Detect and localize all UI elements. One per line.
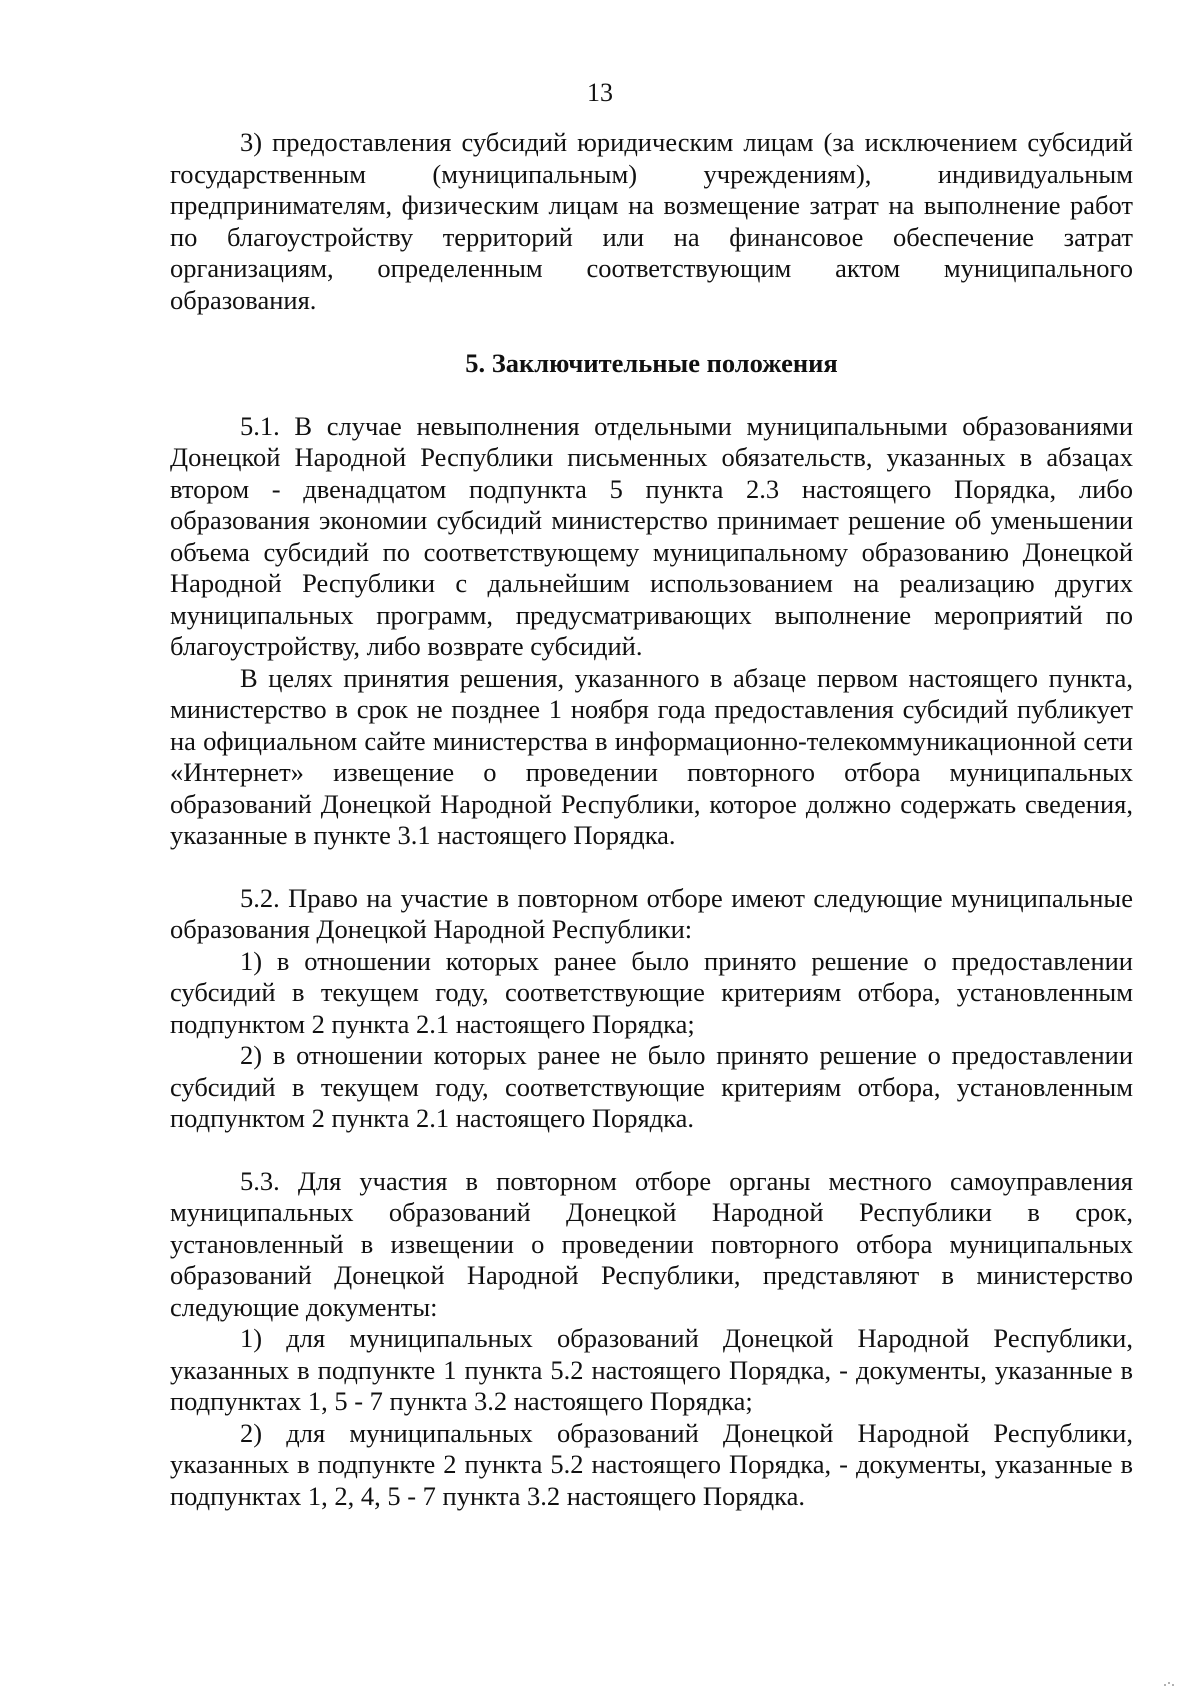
paragraph-5-1: 5.1. В случае невыполнения отдельными муниципальными образованиями Донецкой Народной Республики письменных обязательств, указанных в абзацах втором - двенадцатом подпункта 5 пункта 2.3 настоящего Порядка, либо образования экономии субсидий министерство принимает решение об уменьшении объема субсидий по соответствующему муниципальному образованию Донецкой Народной Республики с дальнейшим использованием на реализацию других муниципальных программ, предусматривающих выполнение мероприятий по благоустройству, либо возврате субсидий. xyxy=(170,410,1133,661)
page-number: 13 xyxy=(587,78,613,107)
section-heading: 5. Заключительные положения xyxy=(465,348,838,378)
paragraph-5-2: 5.2. Право на участие в повторном отборе имеют следующие муниципальные образования Донецкой Народной Республики: xyxy=(170,882,1133,944)
paragraph-5-3-item-2: 2) для муниципальных образований Донецкой Народной Республики, указанных в подпункте 2 пункта 5.2 настоящего Порядка, - документы, указанные в подпунктах 1, 2, 4, 5 - 7 пункта 3.2 настоящего Порядка. xyxy=(170,1417,1133,1511)
scan-corner-mark xyxy=(1162,1678,1176,1688)
paragraph-5-3-item-1: 1) для муниципальных образований Донецкой Народной Республики, указанных в подпункте 1 пункта 5.2 настоящего Порядка, - документы, указанные в подпунктах 1, 5 - 7 пункта 3.2 настоящего Порядка; xyxy=(170,1323,1133,1416)
paragraph-5-3: 5.3. Для участия в повторном отборе органы местного самоуправления муниципальных образований Донецкой Народной Республики в срок, установленный в извещении о проведении повторного отбора муниципальных образований Донецкой Народной Республики, представляют в министерство следующие документы: xyxy=(170,1165,1133,1322)
paragraph-5-1-second: В целях принятия решения, указанного в абзаце первом настоящего пункта, министерство в срок не позднее 1 ноября года предоставления субсидий публикует на официальном сайте министерства в информационно-телекоммуникационной сети «Интернет» извещение о проведении повторного отбора муниципальных образований Донецкой Народной Республики, которое должно содержать сведения, указанные в пункте 3.1 настоящего Порядка. xyxy=(170,662,1133,850)
paragraph-5-2-item-1: 1) в отношении которых ранее было принято решение о предоставлении субсидий в текущем году, соответствующие критериям отбора, установленным подпунктом 2 пункта 2.1 настоящего Порядка; xyxy=(170,945,1133,1039)
document-body xyxy=(170,127,1133,1512)
scan-artifact-icon xyxy=(1162,1678,1176,1688)
paragraph-subsidy-item-3: 3) предоставления субсидий юридическим лицам (за исключением субсидий государственным (муниципальным) учреждениям), индивидуальным предпринимателям, физическим лицам на возмещение затрат на выполнение работ по благоустройству территорий или на финансовое обеспечение затрат организациям, определенным соответствующим актом муниципального образования. xyxy=(170,127,1133,315)
paragraph-5-2-item-2: 2) в отношении которых ранее не было принято решение о предоставлении субсидий в текущем году, соответствующие критериям отбора, установленным подпунктом 2 пункта 2.1 настоящего Порядка. xyxy=(170,1040,1133,1133)
